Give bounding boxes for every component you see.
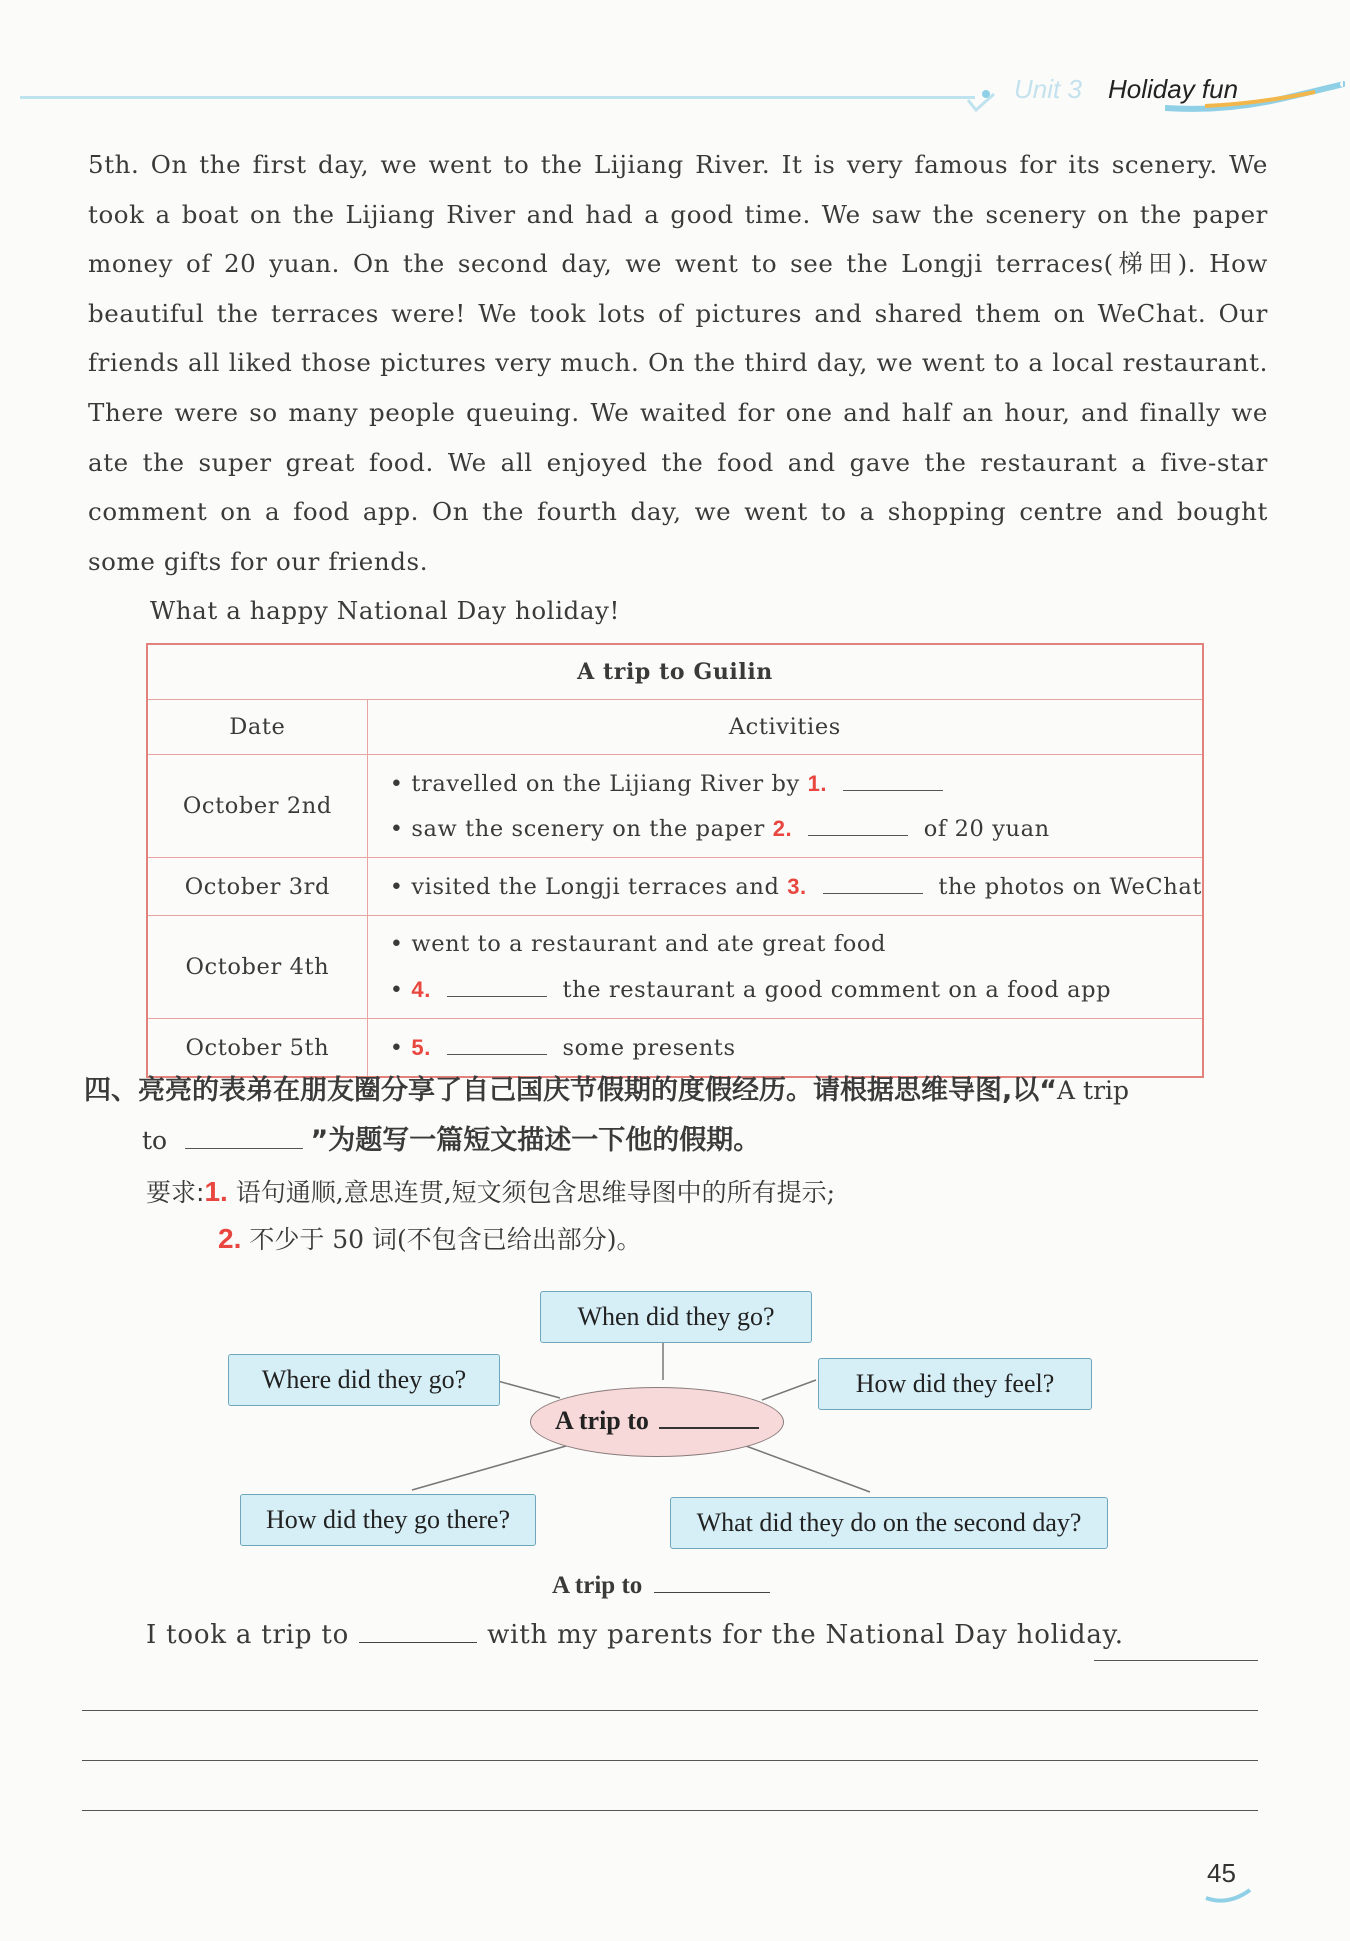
task-text-en: A trip bbox=[1057, 1076, 1130, 1105]
mindmap-node-feel: How did they feel? bbox=[818, 1358, 1092, 1410]
unit-label: Unit 3 bbox=[1014, 74, 1082, 104]
column-header-activities: Activities bbox=[367, 700, 1203, 755]
writing-line[interactable] bbox=[82, 1810, 1258, 1811]
task-text-en: to bbox=[142, 1126, 168, 1155]
essay-opening-text: I took a trip to bbox=[146, 1620, 350, 1650]
essay-title-blank[interactable] bbox=[654, 1570, 770, 1593]
activity-text: • travelled on the Lijiang River by bbox=[389, 771, 800, 797]
mindmap-node-how: How did they go there? bbox=[240, 1494, 536, 1546]
date-cell: October 5th bbox=[147, 1019, 367, 1078]
blank-number: 4. bbox=[411, 977, 431, 1002]
blank-number: 1. bbox=[807, 771, 828, 796]
passage-closing: What a happy National Day holiday! bbox=[150, 596, 620, 626]
unit-title: Holiday fun bbox=[1108, 74, 1239, 104]
column-header-date: Date bbox=[147, 700, 367, 755]
page-number: 45 bbox=[1207, 1858, 1236, 1888]
date-cell: October 3rd bbox=[147, 858, 367, 916]
requirement-number: 2. bbox=[218, 1223, 242, 1254]
blank-number: 5. bbox=[411, 1035, 431, 1060]
activity-text: the restaurant a good comment on a food app bbox=[562, 977, 1112, 1003]
activity-text: some presents bbox=[562, 1035, 736, 1061]
destination-blank[interactable] bbox=[359, 1620, 477, 1643]
activity-text: • visited the Longji terraces and bbox=[389, 874, 780, 900]
requirement-number: 1. bbox=[204, 1176, 228, 1207]
mindmap-center-label: A trip to bbox=[555, 1406, 649, 1435]
writing-line[interactable] bbox=[1094, 1660, 1258, 1661]
mindmap-node-when: When did they go? bbox=[540, 1291, 812, 1343]
requirement-label: 要求: bbox=[146, 1178, 205, 1207]
essay-title bbox=[552, 1570, 770, 1600]
essay-opening bbox=[146, 1620, 1124, 1650]
activity-text: the photos on WeChat bbox=[938, 874, 1202, 900]
mindmap-center bbox=[530, 1387, 784, 1457]
requirement-text: 不少于 50 词(不包含已给出部分)。 bbox=[249, 1225, 642, 1254]
task-text: 四、亮亮的表弟在朋友圈分享了自己国庆节假期的度假经历。请根据思维导图,以“ bbox=[84, 1075, 1058, 1106]
writing-line[interactable] bbox=[82, 1760, 1258, 1761]
page-number-swoosh-icon bbox=[1204, 1886, 1254, 1906]
essay-opening-text: with my parents for the National Day holiday. bbox=[487, 1620, 1124, 1650]
activity-text: of 20 yuan bbox=[923, 816, 1050, 842]
date-cell: October 2nd bbox=[147, 755, 367, 858]
activity-text: • saw the scenery on the paper bbox=[389, 816, 765, 842]
task-text: ”为题写一篇短文描述一下他的假期。 bbox=[310, 1125, 761, 1156]
mindmap-center-blank bbox=[659, 1401, 759, 1429]
activity-text: • bbox=[389, 977, 404, 1003]
date-cell: October 4th bbox=[147, 916, 367, 1019]
activity-text: • bbox=[389, 1035, 404, 1061]
essay-title-text: A trip to bbox=[552, 1572, 643, 1599]
blank-number: 3. bbox=[787, 874, 807, 899]
blank-number: 2. bbox=[772, 816, 793, 841]
requirement-text: 语句通顺,意思连贯,短文须包含思维导图中的所有提示; bbox=[235, 1178, 836, 1207]
table-caption: A trip to Guilin bbox=[147, 644, 1203, 700]
passage-paragraph: 5th. On the first day, we went to the Lijiang River. It is very famous for its scenery. We took a boat on the Lijiang River and had a good time. We saw the scenery on the paper money of 20 yuan. On the second day, we went to see the Longji terraces(梯田). How beautiful the terraces were! We took lots of pictures and shared them on WeChat. Our friends all liked those pictures very much. On the third day, we went to a local restaurant. There were so many people queuing. We waited for one and half an hour, and finally we ate the super great food. We all enjoyed the food and gave the restaurant a five-star comment on a food app. On the fourth day, we went to a shopping centre and bought some gifts for our friends. bbox=[88, 150, 1268, 576]
mindmap-node-second-day: What did they do on the second day? bbox=[670, 1497, 1108, 1549]
activity-text: • went to a restaurant and ate great food bbox=[389, 931, 887, 957]
writing-line[interactable] bbox=[82, 1710, 1258, 1711]
mindmap-node-where: Where did they go? bbox=[228, 1354, 500, 1406]
